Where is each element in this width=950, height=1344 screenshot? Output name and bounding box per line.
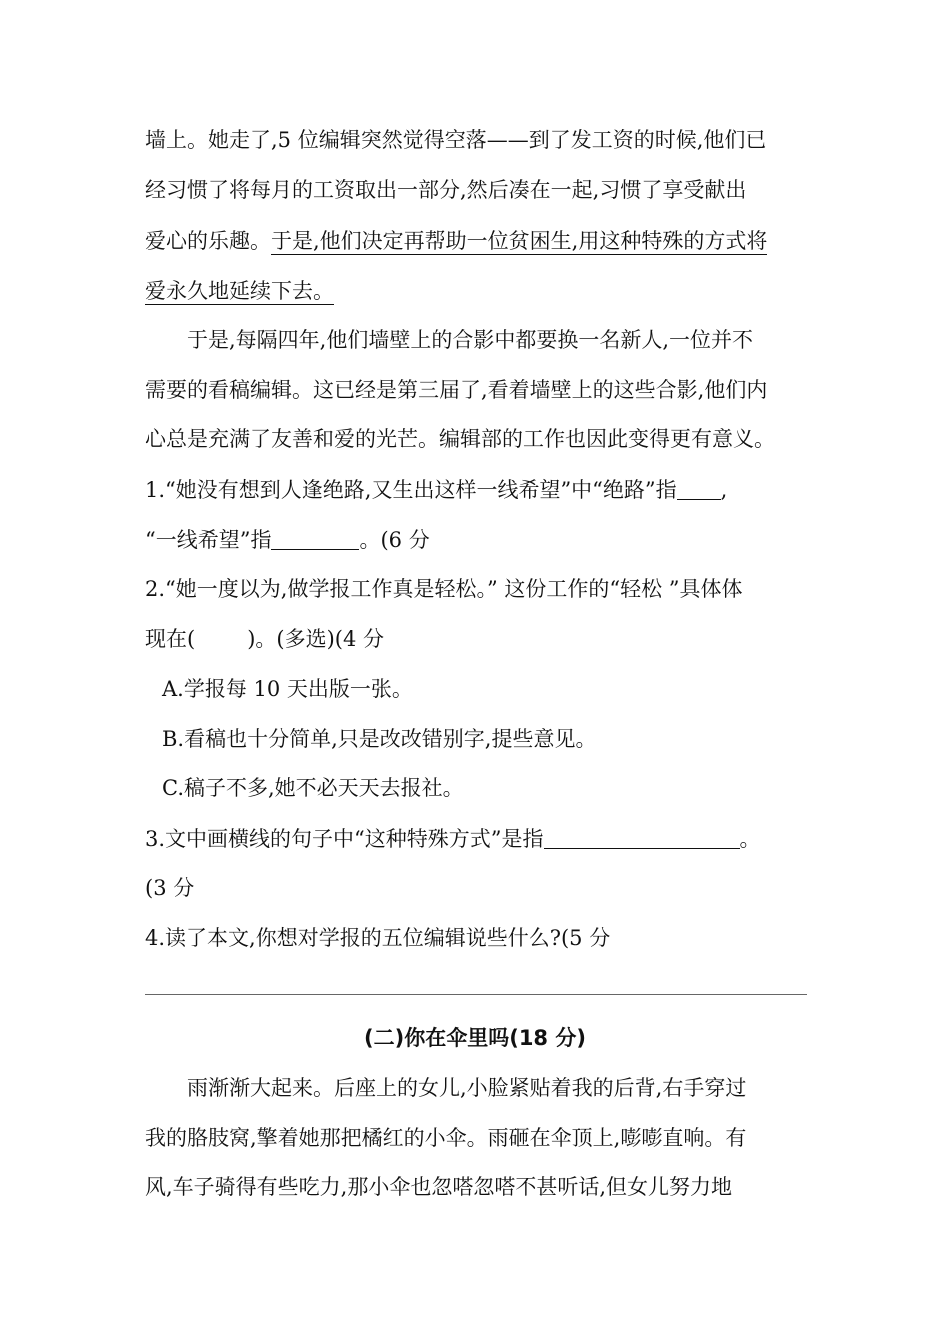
question-text: 3.文中画横线的句子中“这种特殊方式”是指: [145, 827, 544, 851]
passage-line: 心总是充满了友善和爱的光芒。编辑部的工作也因此变得更有意义。: [145, 427, 775, 451]
section-heading: (二)你在伞里吗(18 分): [364, 1026, 586, 1050]
passage-line: 墙上。她走了,5 位编辑突然觉得空落——到了发工资的时候,他们已: [145, 128, 767, 152]
question-text: 。(6 分: [359, 528, 430, 552]
question-3-continued: (3 分: [145, 876, 195, 900]
passage-line: [145, 276, 334, 306]
question-text: )。(多选)(4 分: [247, 627, 385, 651]
question-2-continued: [145, 624, 384, 654]
passage-line: 于是,每隔四年,他们墙壁上的合影中都要换一名新人,一位并不: [187, 328, 754, 352]
question-4: 4.读了本文,你想对学报的五位编辑说些什么?(5 分: [145, 926, 611, 950]
passage-line: [145, 226, 767, 256]
passage-line: 我的胳肢窝,擎着她那把橘红的小伞。雨砸在伞顶上,嘭嘭直响。有: [145, 1126, 747, 1150]
question-text: “一线希望”指: [145, 528, 272, 552]
question-2: 2.“她一度以为,做学报工作真是轻松。” 这份工作的“轻松 ”具体体: [145, 577, 743, 601]
answer-blank[interactable]: [544, 826, 740, 849]
option-c: C.稿子不多,她不必天天去报社。: [162, 776, 464, 800]
answer-line[interactable]: [145, 994, 807, 995]
passage-line: 雨渐渐大起来。后座上的女儿,小脸紧贴着我的后背,右手穿过: [187, 1076, 747, 1100]
answer-blank[interactable]: [271, 527, 359, 550]
option-b: B.看稿也十分简单,只是改改错别字,提些意见。: [162, 727, 597, 751]
passage-line: 风,车子骑得有些吃力,那小伞也忽嗒忽嗒不甚听话,但女儿努力地: [145, 1175, 733, 1199]
underlined-sentence: 爱永久地延续下去。: [145, 279, 334, 303]
passage-text: 爱心的乐趣。: [145, 229, 271, 253]
question-text: ,: [720, 478, 728, 502]
option-a: A.学报每 10 天出版一张。: [162, 677, 413, 701]
question-text: 1.“她没有想到人逢绝路,又生出这样一线希望”中“绝路”指: [145, 478, 677, 502]
passage-line: 需要的看稿编辑。这已经是第三届了,看着墙壁上的这些合影,他们内: [145, 378, 768, 402]
question-text: 现在(: [145, 627, 196, 651]
answer-blank[interactable]: [677, 477, 721, 500]
question-1-continued: [145, 525, 430, 555]
passage-line: 经习惯了将每月的工资取出一部分,然后凑在一起,习惯了享受献出: [145, 178, 747, 202]
question-1: [145, 475, 727, 505]
question-text: 。: [739, 827, 761, 851]
underlined-sentence: 于是,他们决定再帮助一位贫困生,用这种特殊的方式将: [271, 229, 768, 253]
question-3: [145, 824, 761, 854]
